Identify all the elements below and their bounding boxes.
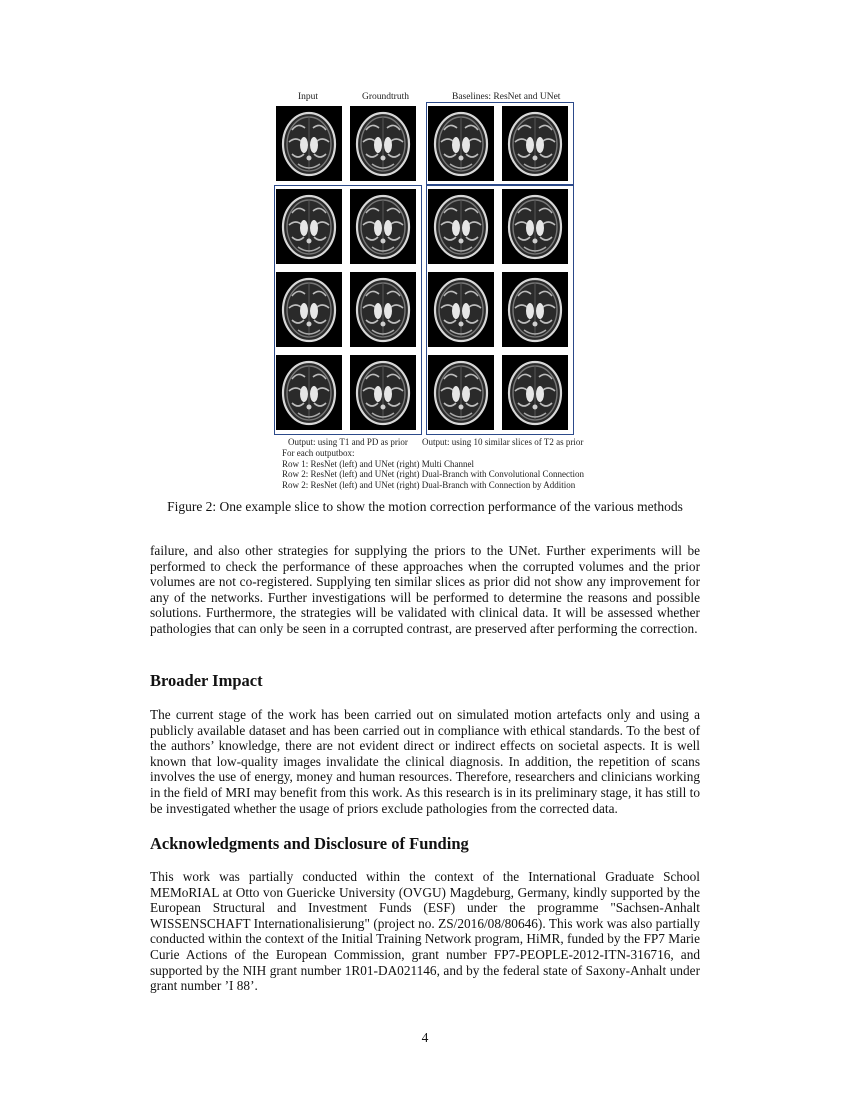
slices-row1-unet-image <box>502 189 568 264</box>
baseline-resnet-image <box>428 106 494 181</box>
figure-caption: Figure 2: One example slice to show the motion correction performance of the various methods <box>167 499 683 514</box>
figure-notes <box>282 448 584 490</box>
t1pd-row1-resnet-image <box>276 189 342 264</box>
figure-note: Row 1: ResNet (left) and UNet (right) Multi Channel <box>282 458 474 469</box>
groundtruth-image <box>350 106 416 181</box>
broader-impact-text: The current stage of the work has been carried out on simulated motion artefacts only and using a publicly available dataset and has been carried out in compliance with ethical standards. To the best of the authors’ knowledge, there are not evident direct or indirect effects on societal aspects. It is well known that low-quality images invalidate the clinical diagnosis. In addition, the repetition of scans involves the use of energy, money and human resources. Therefore, researchers and clinicians working in the field of MRI may benefit from this work. As this research is in its preliminary stage, it has still to be investigated whether the usage of priors exclude pathologies from the corrected data. <box>150 707 700 816</box>
acknowledgments-heading: Acknowledgments and Disclosure of Funding <box>150 834 469 853</box>
figure-2 <box>268 90 588 495</box>
t1pd-row1-unet-image <box>350 189 416 264</box>
page-number: 4 <box>421 1030 429 1045</box>
column-header-baselines: Baselines: ResNet and UNet <box>452 92 561 102</box>
broader-impact-heading: Broader Impact <box>150 671 263 690</box>
t1pd-row3-unet-image <box>350 355 416 430</box>
column-header-input: Input <box>298 92 319 102</box>
t1pd-row3-resnet-image <box>276 355 342 430</box>
input-image <box>276 106 342 181</box>
paragraph-continuation: failure, and also other strategies for supplying the priors to the UNet. Further experiments will be performed to check the performance of these approaches when the corrupted volumes and the prior volumes are not co-registered. Supplying ten similar slices as prior did not show any improvement for any of the networks. Further investigations will be performed to determine the reasons and possible solutions. Furthermore, the strategies will be validated with clinical data. It will be assessed whether pathologies that can only be seen in a corrupted contrast, are preserved after performing the correction. <box>150 543 700 636</box>
box-label-left: Output: using T1 and PD as prior <box>288 437 408 447</box>
slices-row1-resnet-image <box>428 189 494 264</box>
slices-row2-resnet-image <box>428 272 494 347</box>
acknowledgments-text: This work was partially conducted within the context of the International Graduate School MEMoRIAL at Otto von Guericke University (OVGU) Magdeburg, Germany, kindly supported by the European Structural and Investment Funds (ESF) under the programme "Sachsen-Anhalt WISSENSCHAFT Internationalisierung" (project no. ZS/2016/08/80646). This work was also partially conducted within the context of the Initial Training Network program, HiMR, funded by the FP7 Marie Curie Actions of the European Commission, grant number FP7-PEOPLE-2012-ITN-316716, and supported by the NIH grant number 1R01-DA021146, and by the federal state of Saxony-Anhalt under grant number ’I 88’. <box>150 869 700 994</box>
figure-note: Row 2: ResNet (left) and UNet (right) Dual-Branch with Connection by Addition <box>282 479 576 490</box>
slices-row3-unet-image <box>502 355 568 430</box>
t1pd-row2-unet-image <box>350 272 416 347</box>
slices-row2-unet-image <box>502 272 568 347</box>
box-label-right: Output: using 10 similar slices of T2 as prior <box>422 437 584 447</box>
baseline-unet-image <box>502 106 568 181</box>
slices-row3-resnet-image <box>428 355 494 430</box>
column-header-groundtruth: Groundtruth <box>362 92 409 102</box>
figure-note: For each outputbox: <box>282 448 355 458</box>
figure-note: Row 2: ResNet (left) and UNet (right) Dual-Branch with Convolutional Connection <box>282 469 584 479</box>
t1pd-row2-resnet-image <box>276 272 342 347</box>
